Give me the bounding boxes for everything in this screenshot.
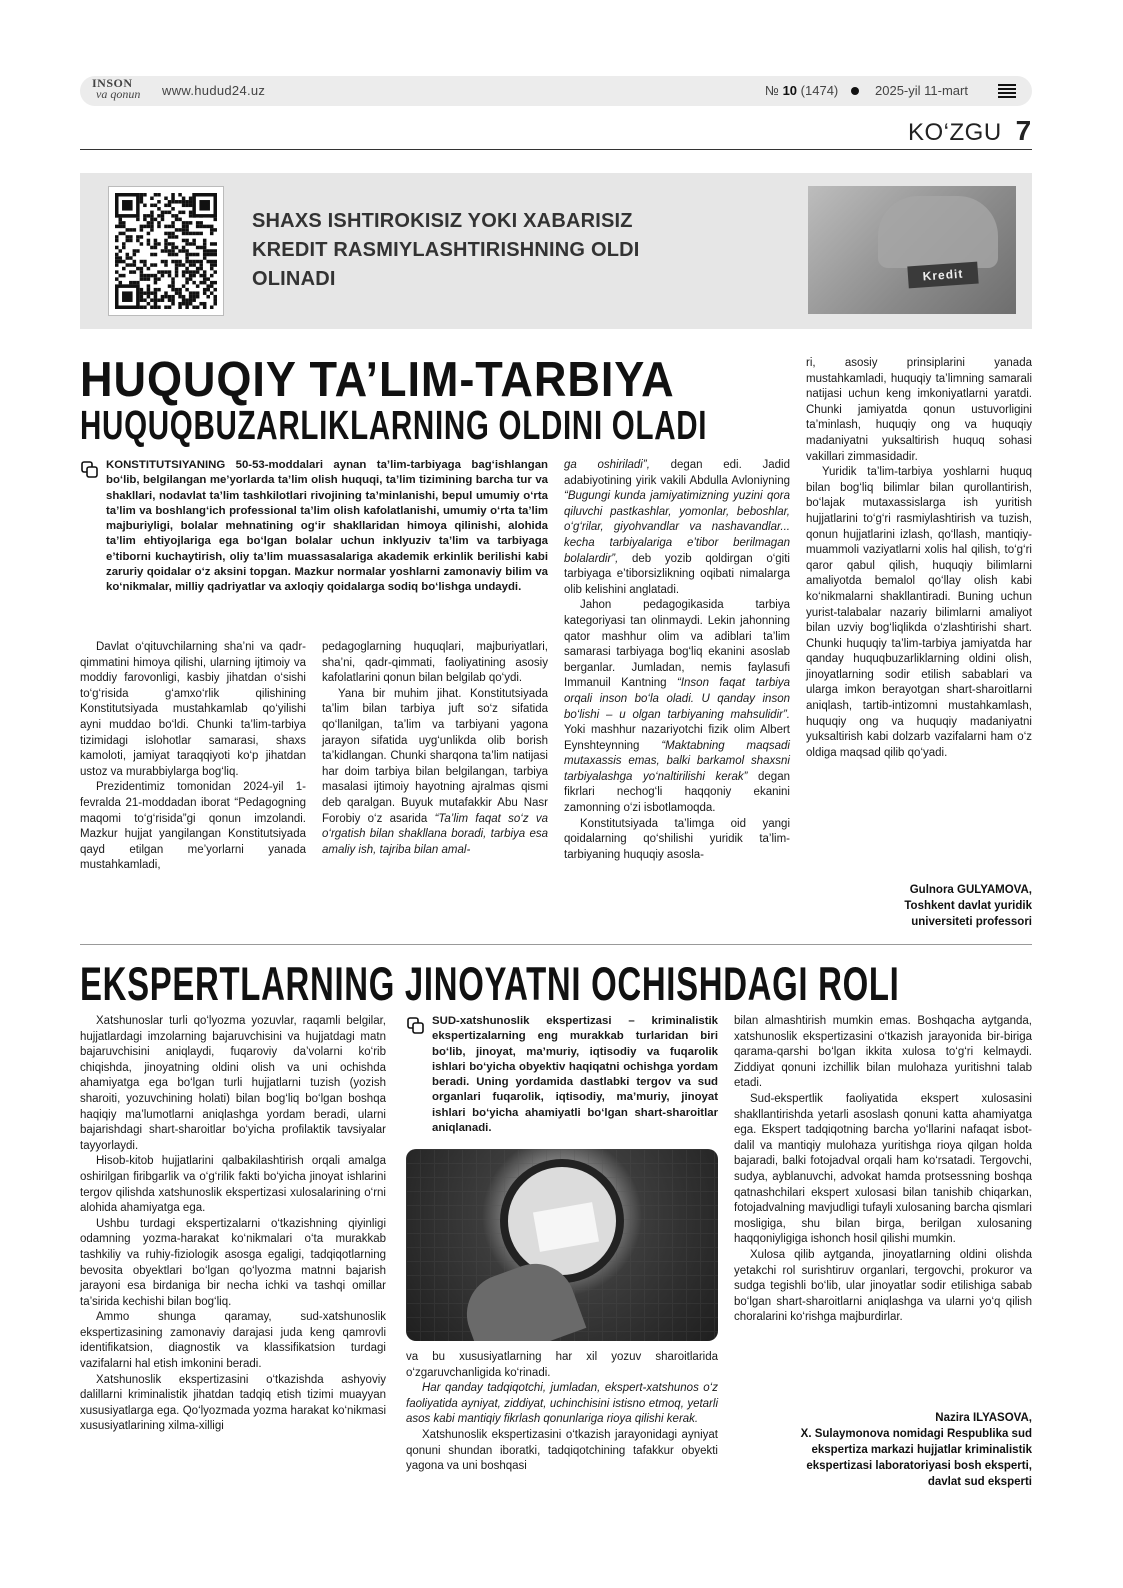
issue-date: 2025-yil 11-mart — [875, 83, 968, 98]
lead-copy-icon — [406, 1016, 426, 1036]
document-under-lens — [533, 1202, 599, 1252]
article2-col1 — [80, 1014, 386, 1435]
paragraph: bilan almashtirish mumkin emas. Boshqacha aytganda, xatshunoslik ekspertizasini o‘tkazish jarayonida bir-biriga qarama-qarshi bo‘lgan ikkita xulosa to‘g‘ri kelmaydi. Ziddiyat qonuni izchillik bilan mulohaza yuritishni talab etadi. — [734, 1015, 1032, 1090]
author-title: X. Sulaymonova nomidagi Respublika sud — [800, 1428, 1032, 1440]
quote: “Ta’lim faqat so‘z va o‘rgatish bilan shakllana boradi, tarbiya esa amaliy ish, tajriba bilan amal- — [322, 812, 549, 856]
page-number: 7 — [1015, 115, 1032, 146]
paragraph: Hisob-kitob hujjatlarini qalbakilashtirish orqali amalga oshirilgan firibgarlik va o‘g‘rilik fakti bo‘yicha jinoyat ishlarini tergov qilishda xatshunoslik ekspertizasi xulosalarining o‘rni alohida ahamiyatga ega. — [80, 1155, 386, 1215]
magnifier-lens — [500, 1159, 624, 1283]
paragraph — [406, 1381, 718, 1428]
text-run: degan fikrlari nechog‘li haqqoniy ekanini zamonning o‘zi isbotlamoqda. — [564, 770, 790, 815]
paragraph: Ushbu turdagi ekspertizalarni o‘tkazishning qiyinligi odamning yozma-harakat ko‘nikmalari o‘ta murakkab tashkiliy va ruhiy-fiziologik asosga egaligi, tadqiqotlarning bevosita obyektlari bo‘lgan qo‘lyozma matnni bajarish jarayoni esa birdaniga bir necha ichki va tashqi omillar ta’sirida kechishi bilan bog‘liq. — [80, 1217, 386, 1308]
article1-title-line1: HUQUQIY TA’LIM-TARBIYA — [80, 353, 675, 407]
paragraph: Prezidentimiz tomonidan 2024-yil 1-fevralda 21-moddadan iborat “Pedagogning maqomi to‘g‘risida”gi qonun imzolandi. Mazkur hujjat yangilangan Konstitutsiyada qayd etilgan me’yorlarni yanada mustahkamladi, — [80, 781, 306, 872]
author-name: Gulnora GULYAMOVA, — [909, 884, 1032, 896]
paragraph — [564, 458, 790, 598]
quote: “Inson faqat tarbiya orqali inson bo‘la oladi. U qanday inson bo‘lishi – u olgan tarbiyaning mahsulidir”. — [564, 677, 790, 721]
stamp-handle — [878, 196, 998, 268]
newspaper-logo[interactable] — [92, 78, 148, 104]
author-name: Nazira ILYASOVA, — [935, 1412, 1032, 1424]
article1-col2 — [322, 640, 548, 858]
header-divider — [80, 149, 1032, 150]
issue-total: (1474) — [800, 83, 839, 98]
article2-author — [734, 1410, 1032, 1490]
text-run: degan edi. Jadid adabiyotining yirik vakili Abdulla Avloniyning — [564, 459, 790, 487]
promo-title[interactable]: SHAXS ISHTIROKISIZ YOKI XABARISIZ KREDIT RASMIYLASHTIRISHNING OLDI OLINADI — [252, 210, 640, 290]
section-name: KO‘ZGU — [908, 119, 1002, 146]
article1-col4 — [806, 356, 1032, 761]
menu-icon[interactable] — [998, 84, 1016, 98]
paragraph: Xatshunoslar turli qo‘lyozma yozuvlar, raqamli belgilar, hujjatlardagi imzolarning bajaruvchisini va hujjatdagi matn bajaruvchisini aniqlaydi, fuqaroviy da’volarni ko‘rib chiqishda, jinoyatning oldini olish va uni ochishda ahamiyatga ega bo‘lgan turli hujjatlarni tuzish (yozish sharoiti, yozuvchining holati) bilan bog‘liq bo‘lgan boshqa haqiqiy ma’lumotlarni aniqlashga yordam beradi, ularni bajarishdagi shart-sharoitlar bo‘yicha profilaktik tavsiyalar tayyorlaydi. — [80, 1015, 386, 1152]
article1-lead: KONSTITUTSIYANING 50-53-moddalari aynan ta’lim-tarbiyaga bag‘ishlangan bo‘lib, belgilangan me’yorlarda ta’lim olish huquqi, ta’lim tizimining barcha tur va shakllari, nodavlat ta’lim tashkilotlari rivojining ta’minlanishi, bepul umumiy o‘rta ta’lim va boshlang‘ich professional ta’lim olish kafolatlanishi, umumiy o‘rta ta’lim majburiyligi, bolalar mehnatining og‘ir shakllaridan himoya qilinishi, alohida ta’lim ehtiyojlariga ega bo‘lgan bolalar uchun inklyuziv ta’lim va tarbiyaga e’tiborni kuchaytirish, oliy ta’lim muassasalariga akademik erkinlik berilishi kabi zaruriy qoidalar o‘z aksini topgan. Mazkur normalar yoshlarni zamonaviy bilim va ko‘nikmalar, milliy qadriyatlar va axloqiy qoidalarga sodiq bo‘lishga undaydi. — [106, 459, 548, 594]
paragraph: va bu xususiyatlarning har xil yozuv sharoitlarida o‘zgaruvchanligida ko‘rinadi. — [406, 1351, 718, 1379]
quote: “Maktabning maqsadi mutaxassis emas, balki barkamol shaxsni tarbiyalashga yo‘naltirilishi kerak” — [564, 739, 790, 783]
article-divider — [80, 944, 1032, 945]
paragraph: Xatshunoslik ekspertizasini o‘tkazishda ashyoviy dalillarni kriminalistik jihatdan tadqiq etish tizimi muayyan xususiyatlarga ega. Qo‘lyozmada yozma harakat ko‘nikmasi xususiyatlarining xilma-xilligi — [80, 1373, 386, 1433]
quote: ga oshiriladi”, — [564, 459, 650, 471]
author-title: ekspertiza markazi hujjatlar kriminalistik — [811, 1444, 1032, 1456]
lead-copy-icon — [80, 460, 100, 480]
stamp-label: Kredit — [907, 262, 978, 289]
author-title: universiteti professori — [911, 916, 1032, 928]
paragraph: ri, asosiy prinsiplarini yanada mustahkamladi, huquqiy ta’limning samarali natijasi uchun keng imkoniyatlarni yaratdi. Chunki jamiyatda qonun ustuvorligini ta’minlash, huquqiy ong va huquqiy madaniyatni yuksaltirish huquq sohasi vakillari zimmasidadir. — [806, 357, 1032, 463]
article1-author — [806, 882, 1032, 930]
magnifier-photo — [406, 1149, 718, 1341]
promo-photo — [808, 186, 1016, 314]
author-title: davlat sud eksperti — [927, 1476, 1032, 1488]
qr-code-icon[interactable] — [108, 186, 224, 316]
article1-col1 — [80, 640, 306, 874]
paragraph: Xulosa qilib aytganda, jinoyatlarning oldini olishda yetakchi rol surishtiruv organlari, tergovchi, prokuror va sudga tegishli bo‘lib, ular jinoyatlar sodir etilishiga sabab bo‘lgan shart-sharoitlarni aniqlashga va ularni yo‘q qilish choralarini ko‘rishga majburdirlar. — [734, 1248, 1032, 1324]
promo-box[interactable] — [80, 173, 1032, 329]
issue-number-value: 10 — [782, 83, 798, 98]
text-run: Jahon pedagogikasida tarbiya kategoriyasi tan olinmaydi. Lekin jahonning qator mashhur olim va adiblari ta’lim samarasi tarbiyaga bog‘liq ekanini asoslab berganlar. Jumladan, nemis faylasufi Immanuil Kantning — [564, 599, 790, 690]
article2-lead: SUD-xatshunoslik ekspertizasi – kriminalistik ekspertizalarning eng murakkab turlaridan biri bo‘lib, jinoyat, ma’muriy, iqtisodiy va fuqarolik ishlari bo‘yicha obyektiv haqiqatni ochishga yordam beradi. Uning yordamida dastlabki tergov va sud organlari fuqarolik, iqtisodiy, ma’muriy, jinoyat ishlari bo‘yicha ahamiyatli bo‘lgan shart-sharoitlar aniqlanadi. — [432, 1015, 718, 1135]
article2-col2 — [406, 1350, 718, 1475]
paragraph: Yuridik ta’lim-tarbiya yoshlarni huquq bilan bog‘liq bilimlar bilan qurollantirish, bo‘lajak mutaxassislarga ish yuritish hujjatlarini to‘g‘ri rasmiylashtirish va tuzish, qonun hujjatlarini izlash, qo‘llash, mantiqiy-muammoli vaziyatlarni xolis hal qilish, to‘g‘ri qaror qabul qilish, huquqiy bilimlarni amaliyotda bemalol qo‘llay olish kabi ko‘nikmalarni shakllantiradi. Buning uchun yurist-talabalar nazariy bilimlarni amaliyot bilan uzviy bog‘liqlikda o‘zlashtirishi shart. Chunki huquqiy ta’lim-tarbiya jamiyatda har qanday huquqbuzarliklarning oldini olish, jinoyatlarning sodir etilish sabablari va ularga imkon berayotgan shart-sharoitlarni aniqlash, tartib-intizomni mustahkamlash, huquqiy ong va huquqiy madaniyatni yuksaltirish kabi dolzarb vazifalarni ham o‘z oldiga maqsad qilib qo‘yadi. — [806, 466, 1032, 759]
author-title: ekspertizasi laboratoriyasi bosh eksperti, — [806, 1460, 1032, 1472]
paragraph: Ammo shunga qaramay, sud-xatshunoslik ekspertizasining zamonaviy darajasi juda keng qamrovli identifikatsion, diagnostik va klassifikatsion turdagi vazifalarni hal etish imkonini beradi. — [80, 1311, 386, 1371]
paragraph: Sud-ekspertlik faoliyatida ekspert xulosasini shakllantirishda yetarli asoslash qonuni katta ahamiyatga ega. Ekspert tadqiqotning barcha yo‘llarini nafaqat isbot-dalil va mantiqiy mulohaza yuritishga rioya qilgan holda bajaradi, balki fotojadval orqali ham ko‘rsatadi. Tergovchi, sudya, ayblanuvchi, advokat hamda protsessning boshqa qatnashchilari ekspert xulosasi bilan tanishib chiqarkan, fotojadvalning mavjudligi tufayli xulosaning barcha qismlari mosligiga, shu bilan birga, berilgan xulosaning haqqoniyligiga ishonch hosil qilishi mumkin. — [734, 1092, 1032, 1246]
separator-dot — [851, 87, 859, 95]
logo-line1: INSON — [92, 76, 133, 90]
text-run: Yoki mashhur nazariyotchi fizik olim Albert Eynshteynning — [564, 724, 790, 752]
section-title — [908, 115, 1032, 147]
quote: “Bugungi kunda jamiyatimizning yuzini qora qiluvchi pastkashlar, yomonlar, beboshlar, o‘g‘rilar, giyohvandlar va nashavandlar... kecha tarbiyalariga e’tibor berilmagan bolalardir”, — [564, 490, 790, 565]
paragraph: Konstitutsiyada ta’limga oid yangi qoidalarning qo‘shilishi yuridik ta’lim-tarbiyaning huquqiy asosla- — [564, 817, 790, 861]
paragraph — [322, 687, 548, 859]
paragraph: Xatshunoslik ekspertizasini o‘tkazish jarayonidagi ayniyat qonuni shundan iboratki, tadqiqotchining tafakkur obyekti yagona va uni boshqasi — [406, 1428, 718, 1473]
logo-line2: va qonun — [96, 87, 141, 101]
quote: Har qanday tadqiqotchi, jumladan, ekspert-xatshunos o‘z faoliyatida ayniyat, ziddiyat, uchinchisini istisno etmoq, yetarli asos kabi mantiqiy fikrlash qonunlariga rioya qilishi kerak. — [406, 1382, 718, 1426]
site-link[interactable]: www.hudud24.uz — [162, 83, 266, 98]
article2-col3 — [734, 1014, 1032, 1326]
article2-title: EKSPERTLARNING JINOYATNI OCHISHDAGI ROLI — [80, 957, 900, 1010]
issue-number — [765, 83, 838, 98]
issue-prefix: № — [765, 83, 779, 98]
article1-col3 — [564, 458, 790, 863]
author-title: Toshkent davlat yuridik — [904, 900, 1032, 912]
header-bar — [80, 76, 1032, 106]
paragraph: pedagoglarning huquqlari, majburiyatlari, sha’ni, qadr-qimmati, faoliyatining asosiy kafolatlarini qonun bilan belgilab qo‘ydi. — [322, 641, 548, 685]
text-run: Yana bir muhim jihat. Konstitutsiyada ta’lim bilan tarbiya juft so‘z sifatida qo‘llanilgan, ta’lim va tarbiyani yagona jarayon sifatida uyg‘unlikda olib borish ta’kidlangan. Chunki sharqona ta’lim natijasi har doim tarbiya bilan belgilangan, tarbiya masalasi ijtimoiy hayotning ajralmas qismi deb qaralgan. Buyuk mutafakkir Abu Nasr Forobiy o‘z asarida — [322, 687, 548, 825]
text-run: deb yozib qoldirgan o‘giti tarbiyaga e’tiborsizlikning oqibati nimalarga olib kelishini anglatadi. — [564, 552, 790, 596]
paragraph — [564, 598, 790, 816]
paragraph: Davlat o‘qituvchilarning sha’ni va qadr-qimmatini himoya qilishi, ularning ijtimoiy va moddiy farovonligi, kasbiy jihatdan o‘sishi to‘g‘risida g‘amxo‘rlik qilishining Konstitutsiyada mustahkamlab qo‘yilishi ayni muddao bo‘ldi. Chunki ta’lim-tarbiya tizimidagi islohotlar samarasi, shaxs kamoloti, jamiyat taraqqiyoti ko‘p jihatdan ustoz va murabbiylarga bog‘liq. — [80, 641, 306, 778]
article1-title-line2: HUQUQBUZARLIKLARNING OLDINI OLADI — [80, 402, 708, 448]
